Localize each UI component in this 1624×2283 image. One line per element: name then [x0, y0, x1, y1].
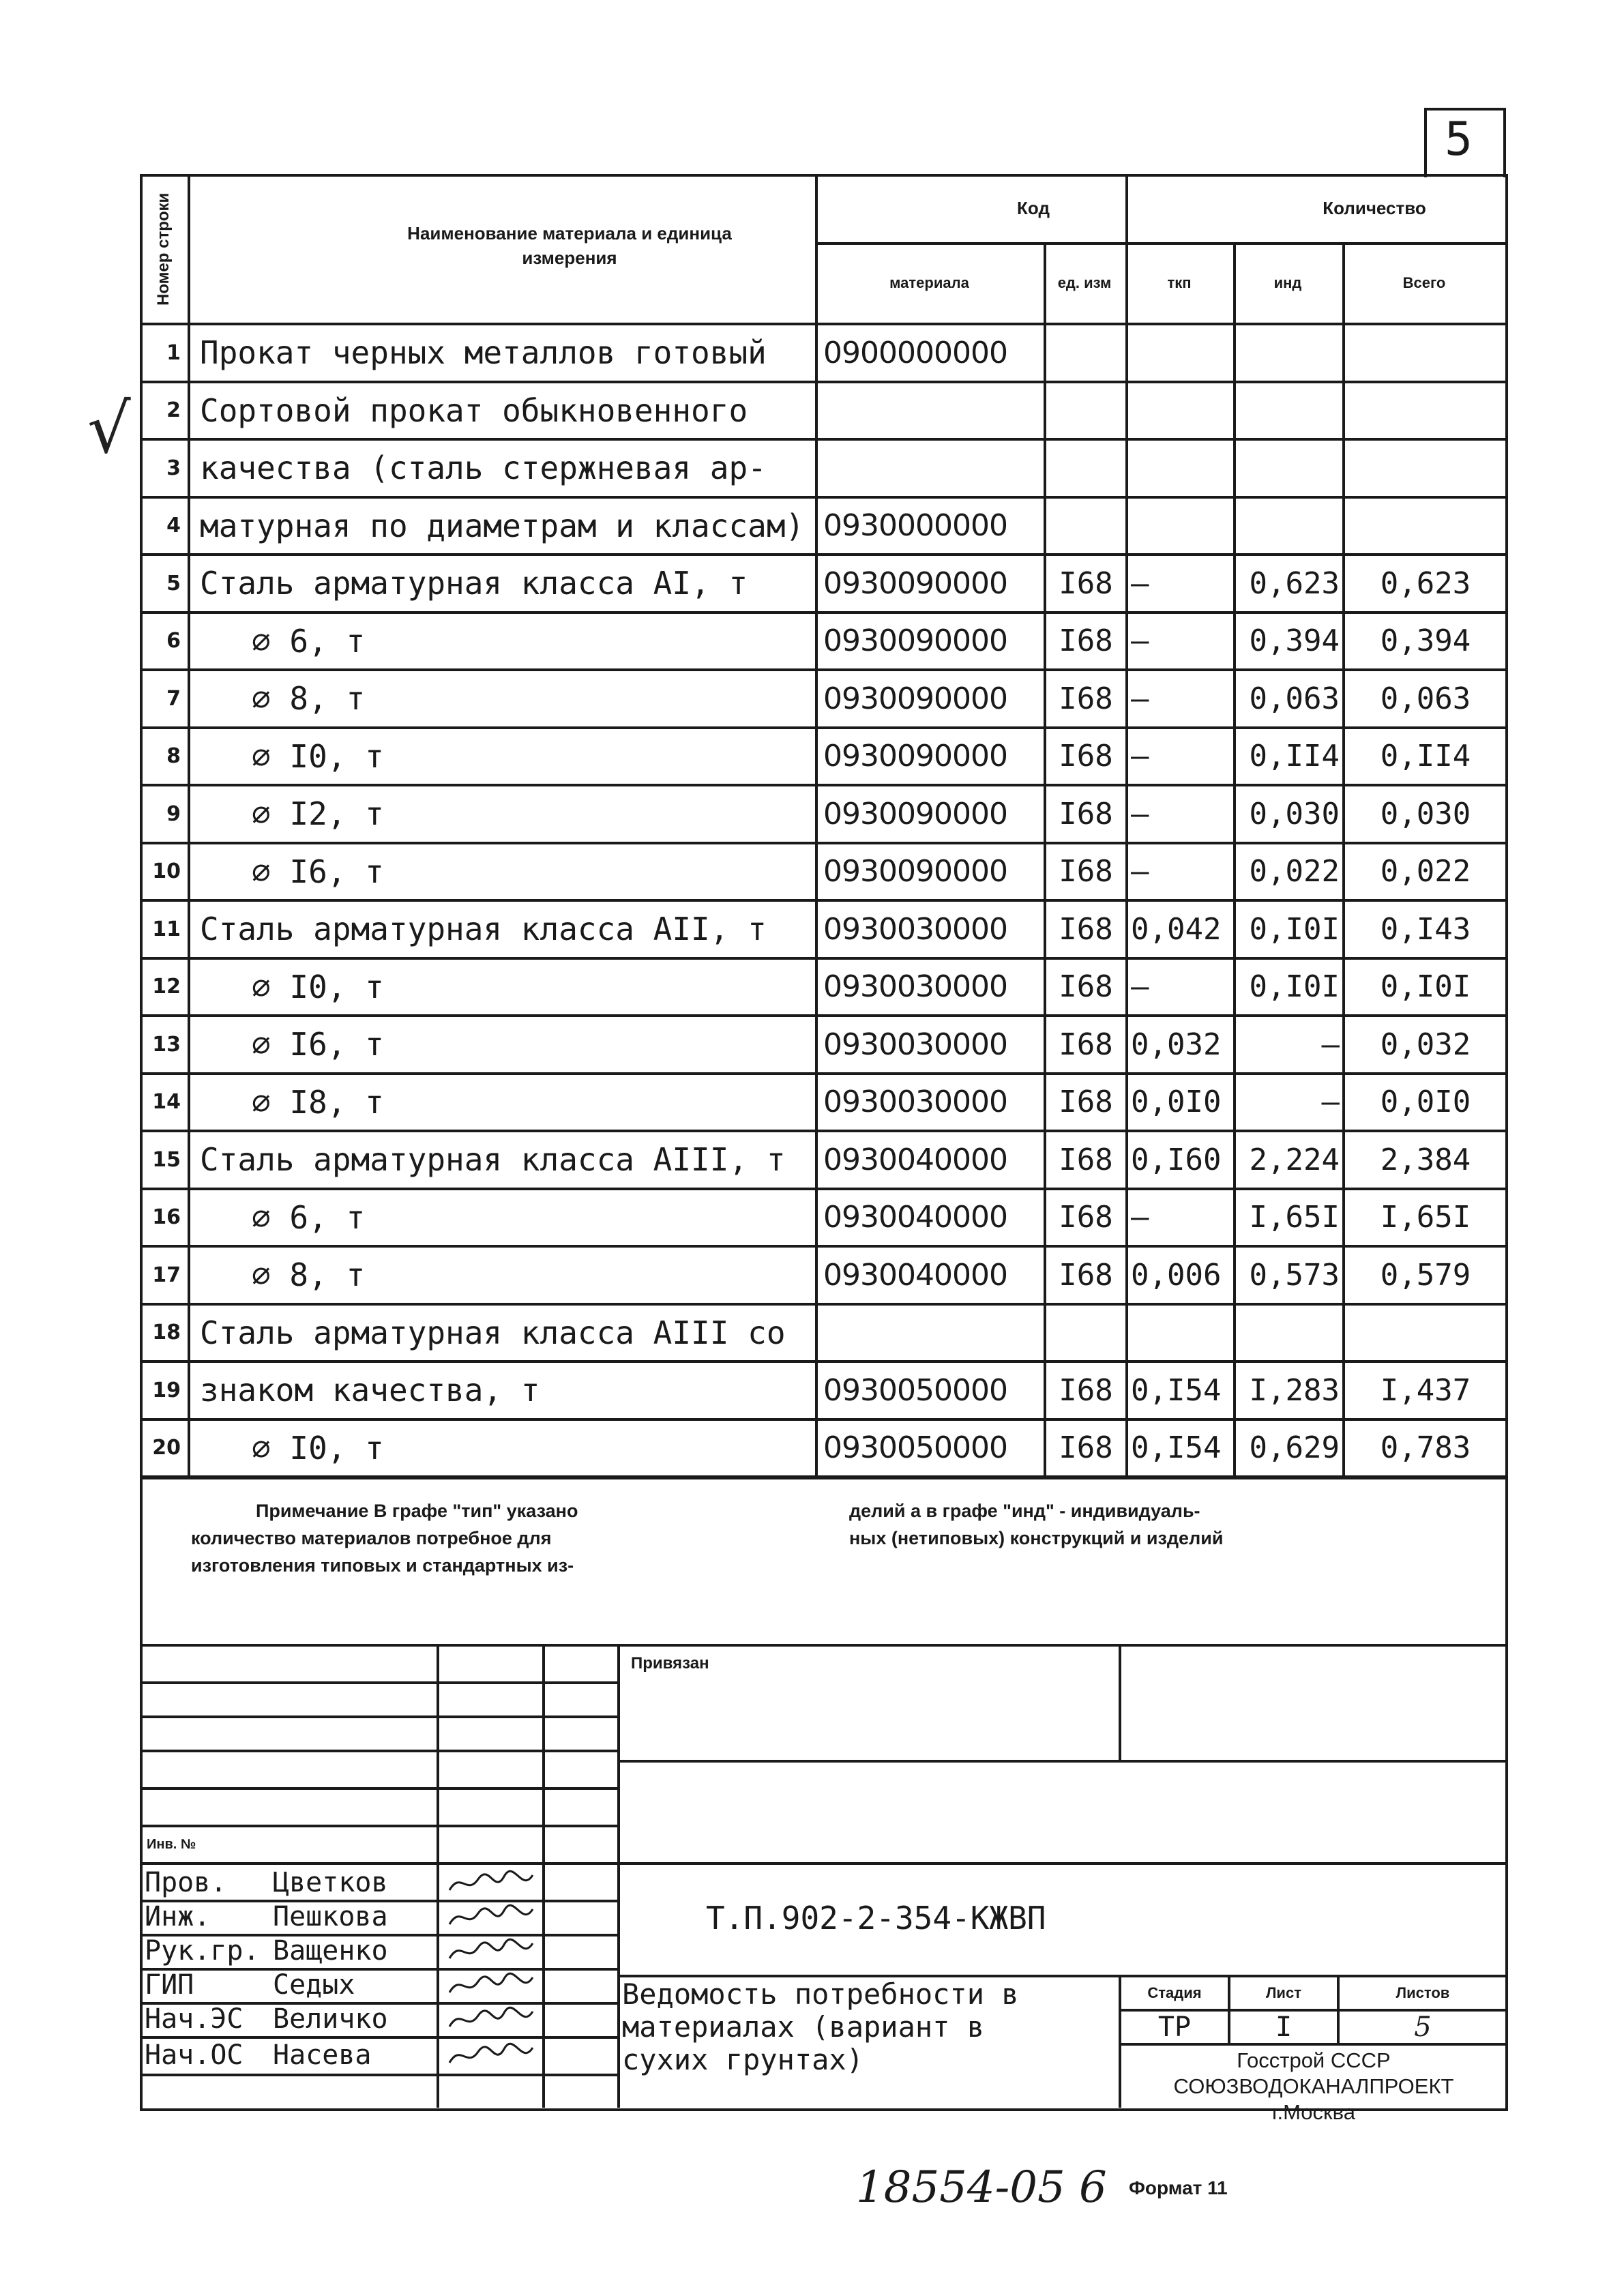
material-name: Сталь арматурная класса АIII со	[200, 1314, 786, 1351]
qty-total: I,437	[1380, 1372, 1471, 1408]
material-name: Сталь арматурная класса AI, т	[200, 565, 748, 602]
row-number: 20	[152, 1436, 181, 1460]
table-row	[140, 555, 1508, 613]
row-number: 18	[152, 1321, 181, 1345]
qty-total: 0,063	[1380, 681, 1471, 716]
material-code: 0930050000	[823, 1372, 1007, 1408]
table-row	[140, 613, 1508, 671]
material-code	[818, 439, 1044, 497]
unit-code: I68	[1059, 969, 1113, 1005]
unit-code	[1046, 1304, 1125, 1362]
signer-role: Инж.	[145, 1901, 211, 1932]
qty-tkp: –	[1131, 565, 1149, 601]
stage-label: Стадия	[1147, 1984, 1202, 2001]
unit-code: I68	[1059, 1372, 1113, 1408]
table-row	[140, 1074, 1508, 1132]
qty-tkp: 0,I54	[1131, 1372, 1222, 1408]
row-number: 6	[166, 629, 181, 653]
material-name: Прокат черных металлов готовый	[200, 334, 767, 372]
qty-ind: 0,394	[1249, 623, 1340, 659]
header-material-name: Наименование материала и единица измерения	[407, 223, 732, 268]
qty-total: 0,579	[1380, 1257, 1471, 1293]
material-name: ∅ 6, т	[252, 622, 366, 660]
note-line: ных (нетиповых) конструкций и изделий	[849, 1528, 1224, 1548]
header-code-material: материала	[889, 274, 969, 291]
sheet-title-line: сухих грунтах)	[622, 2043, 864, 2076]
table-row	[140, 1419, 1508, 1477]
row-number: 11	[152, 917, 181, 941]
qty-total: 0,032	[1380, 1027, 1471, 1062]
sheets-value: 5	[1414, 2012, 1432, 2043]
qty-ind: 0,II4	[1249, 739, 1340, 774]
unit-code	[1046, 382, 1125, 440]
material-name: ∅ 8, т	[252, 1256, 366, 1294]
row-number: 16	[152, 1205, 181, 1230]
material-code: 0930090000	[823, 565, 1007, 601]
material-name: ∅ I6, т	[252, 1026, 384, 1063]
page-number: 5	[1445, 113, 1473, 166]
signature-scribble	[447, 1972, 535, 1999]
qty-total: 2,384	[1380, 1142, 1471, 1177]
qty-tkp: –	[1131, 739, 1149, 774]
unit-code: I68	[1059, 1142, 1113, 1177]
material-name: Сортовой прокат обыкновенного	[200, 392, 748, 429]
qty-ind: 0,030	[1249, 796, 1340, 831]
table-row	[140, 670, 1508, 728]
qty-total: 0,II4	[1380, 739, 1471, 774]
qty-tkp: 0,0I0	[1131, 1085, 1222, 1120]
qty-total: 0,022	[1380, 854, 1471, 889]
org-line: Госстрой СССР	[1237, 2048, 1391, 2072]
table-row	[140, 728, 1508, 786]
sheet-label: Лист	[1266, 1984, 1301, 2001]
material-name: ∅ 6, т	[252, 1198, 366, 1236]
material-name: Сталь арматурная класса АII, т	[200, 911, 767, 948]
material-code: 0930090000	[823, 796, 1007, 831]
material-code: 0930030000	[823, 1027, 1007, 1062]
qty-ind: 0,I0I	[1249, 969, 1340, 1005]
material-name: ∅ I6, т	[252, 853, 384, 890]
qty-total	[1345, 439, 1506, 497]
table-row	[140, 1361, 1508, 1419]
row-number: 19	[152, 1378, 181, 1402]
material-name: матурная по диаметрам и классам)	[200, 507, 805, 544]
signature-scribble	[447, 1904, 535, 1931]
qty-ind	[1236, 382, 1342, 440]
sheet-title	[622, 1978, 1019, 2076]
unit-code: I68	[1059, 1085, 1113, 1120]
material-code: 0930090000	[823, 854, 1007, 889]
table-row	[140, 1016, 1508, 1074]
table-row	[140, 785, 1508, 843]
org-line: СОЮЗВОДОКАНАЛПРОЕКТ	[1173, 2074, 1454, 2098]
qty-ind: 0,629	[1249, 1430, 1340, 1466]
qty-ind: I,283	[1249, 1372, 1340, 1408]
qty-tkp	[1128, 1304, 1233, 1362]
unit-code: I68	[1059, 911, 1113, 947]
note-line: количество материалов потребное для	[191, 1528, 552, 1548]
org-line: г.Москва	[1272, 2100, 1355, 2124]
signer-name: Ващенко	[273, 1935, 388, 1967]
format-label: Формат 11	[1129, 2177, 1228, 2198]
header-quantity: Количество	[1323, 197, 1426, 218]
qty-total: 0,I43	[1380, 911, 1471, 947]
unit-code: I68	[1059, 1200, 1113, 1235]
material-code: 0930090000	[823, 739, 1007, 774]
material-name: ∅ I2, т	[252, 795, 384, 833]
table-row	[140, 1131, 1508, 1189]
signature-scribble	[447, 1870, 535, 1897]
privyazan-label: Привязан	[631, 1654, 709, 1673]
table-row	[140, 843, 1508, 901]
table-row	[140, 497, 1508, 555]
signer-name: Цветков	[273, 1867, 388, 1898]
doc-code: Т.П.902-2-354-КЖВП	[706, 1900, 1046, 1936]
qty-tkp: –	[1131, 1200, 1149, 1235]
table-row	[140, 958, 1508, 1016]
signature-scribble	[447, 2042, 535, 2070]
row-number: 13	[152, 1032, 181, 1057]
row-number: 17	[152, 1263, 181, 1287]
qty-total	[1345, 1304, 1506, 1362]
qty-ind: –	[1321, 1027, 1340, 1062]
row-number: 10	[152, 859, 181, 884]
qty-total: 0,030	[1380, 796, 1471, 831]
signer-name: Насева	[273, 2039, 372, 2071]
row-number: 8	[166, 744, 181, 769]
unit-code: I68	[1059, 854, 1113, 889]
material-name: ∅ I0, т	[252, 968, 384, 1005]
qty-total: 0,I0I	[1380, 969, 1471, 1005]
material-code	[818, 382, 1044, 440]
sheet-title-line: материалах (вариант в	[622, 2010, 985, 2044]
qty-total: 0,0I0	[1380, 1085, 1471, 1120]
organization	[1121, 2048, 1506, 2125]
material-name: Сталь арматурная класса АIII, т	[200, 1141, 786, 1179]
qty-ind: 2,224	[1249, 1142, 1340, 1177]
signer-name: Седых	[273, 1969, 355, 2001]
qty-ind: 0,063	[1249, 681, 1340, 716]
row-number: 5	[166, 571, 181, 595]
signer-role: Нач.ЭС	[145, 2003, 243, 2035]
unit-code: I68	[1059, 1430, 1113, 1466]
qty-tkp: –	[1131, 854, 1149, 889]
material-code: 0930030000	[823, 1085, 1007, 1120]
table-row	[140, 1304, 1508, 1362]
material-name: ∅ I0, т	[252, 1429, 384, 1467]
qty-ind: 0,573	[1249, 1257, 1340, 1293]
qty-ind	[1236, 324, 1342, 382]
qty-tkp: 0,042	[1131, 911, 1222, 947]
material-name: качества (сталь стержневая ар-	[200, 450, 767, 487]
material-code: 0930030000	[823, 911, 1007, 947]
header-code-unit: ед. изм	[1057, 274, 1112, 291]
unit-code: I68	[1059, 1027, 1113, 1062]
qty-tkp	[1128, 439, 1233, 497]
qty-tkp: 0,032	[1131, 1027, 1222, 1062]
material-code: 0900000000	[823, 335, 1007, 370]
qty-total: I,65I	[1380, 1200, 1471, 1235]
row-number: 4	[166, 514, 181, 538]
signature-scribble	[447, 1938, 535, 1965]
material-code: 0930050000	[823, 1430, 1007, 1466]
qty-ind: I,65I	[1249, 1200, 1340, 1235]
material-code: 0930000000	[823, 508, 1007, 544]
qty-total: 0,394	[1380, 623, 1471, 659]
qty-ind	[1236, 1304, 1342, 1362]
table-row	[140, 324, 1508, 382]
qty-tkp: –	[1131, 623, 1149, 659]
qty-total: 0,783	[1380, 1430, 1471, 1466]
table-row	[140, 1246, 1508, 1304]
unit-code	[1046, 439, 1125, 497]
row-number: 14	[152, 1090, 181, 1115]
qty-ind	[1236, 497, 1342, 555]
unit-code: I68	[1059, 565, 1113, 601]
material-code: 0930040000	[823, 1200, 1007, 1235]
table-row	[140, 382, 1508, 440]
row-number: 7	[166, 686, 181, 711]
note-line: Примечание В графе "тип" указано	[256, 1501, 578, 1521]
qty-tkp	[1128, 324, 1233, 382]
inv-no-label: Инв. №	[147, 1837, 196, 1852]
qty-ind: 0,022	[1249, 854, 1340, 889]
unit-code	[1046, 497, 1125, 555]
table-row	[140, 1189, 1508, 1247]
row-number: 2	[166, 398, 181, 423]
qty-tkp: 0,006	[1131, 1257, 1222, 1293]
unit-code: I68	[1059, 623, 1113, 659]
header-row-number: Номер строки	[154, 192, 173, 306]
unit-code: I68	[1059, 1257, 1113, 1293]
note-line: делий а в графе "инд" - индивидуаль-	[849, 1501, 1200, 1521]
material-name: ∅ 8, т	[252, 680, 366, 718]
material-code	[818, 1304, 1044, 1362]
signature-scribble	[447, 2006, 535, 2033]
material-name: ∅ I0, т	[252, 737, 384, 775]
sheet-value: I	[1275, 2012, 1293, 2043]
sheet-title-line: Ведомость потребности в	[622, 1977, 1019, 2011]
qty-tkp: –	[1131, 969, 1149, 1005]
qty-total	[1345, 382, 1506, 440]
qty-tkp: 0,I60	[1131, 1142, 1222, 1177]
qty-tkp: –	[1131, 681, 1149, 716]
unit-code: I68	[1059, 739, 1113, 774]
handwritten-number: 18554-05 6	[856, 2162, 1107, 2213]
unit-code: I68	[1059, 681, 1113, 716]
header-qty-tkp: ткп	[1167, 274, 1192, 291]
material-code: 0930090000	[823, 623, 1007, 659]
qty-tkp	[1128, 382, 1233, 440]
qty-tkp: 0,I54	[1131, 1430, 1222, 1466]
qty-total	[1345, 324, 1506, 382]
row-number: 3	[166, 456, 181, 480]
row-number: 15	[152, 1147, 181, 1172]
sheets-label: Листов	[1396, 1984, 1450, 2001]
material-name: знаком качества, т	[200, 1372, 540, 1409]
signer-role: Нач.ОС	[145, 2039, 243, 2071]
qty-total	[1345, 497, 1506, 555]
stage-value: ТР	[1157, 2012, 1192, 2043]
material-code: 0930040000	[823, 1257, 1007, 1293]
signer-role: ГИП	[145, 1969, 194, 2001]
unit-code	[1046, 324, 1125, 382]
table-row	[140, 900, 1508, 958]
qty-ind: –	[1321, 1085, 1340, 1120]
note-right	[849, 1497, 1463, 1552]
note-line: изготовления типовых и стандартных из-	[191, 1555, 574, 1576]
signer-name: Пешкова	[273, 1901, 388, 1932]
qty-tkp: –	[1131, 796, 1149, 831]
material-code: 0930090000	[823, 681, 1007, 716]
qty-ind	[1236, 439, 1342, 497]
table-row	[140, 439, 1508, 497]
qty-tkp	[1128, 497, 1233, 555]
qty-total: 0,623	[1380, 565, 1471, 601]
header-qty-total: Всего	[1402, 274, 1446, 291]
header-code: Код	[1017, 197, 1050, 218]
note-left	[191, 1497, 805, 1579]
row-number: 1	[166, 340, 181, 365]
signer-name: Величко	[273, 2003, 388, 2035]
header-qty-ind: инд	[1273, 274, 1302, 291]
material-code: 0930030000	[823, 969, 1007, 1005]
material-name: ∅ I8, т	[252, 1083, 384, 1121]
row-number: 9	[166, 801, 181, 826]
material-code: 0930040000	[823, 1142, 1007, 1177]
signer-role: Рук.гр.	[145, 1935, 260, 1967]
check-mark: √	[87, 389, 131, 469]
unit-code: I68	[1059, 796, 1113, 831]
qty-ind: 0,623	[1249, 565, 1340, 601]
row-number: 12	[152, 975, 181, 999]
qty-ind: 0,I0I	[1249, 911, 1340, 947]
signer-role: Пров.	[145, 1867, 227, 1898]
table-header	[140, 174, 1508, 324]
